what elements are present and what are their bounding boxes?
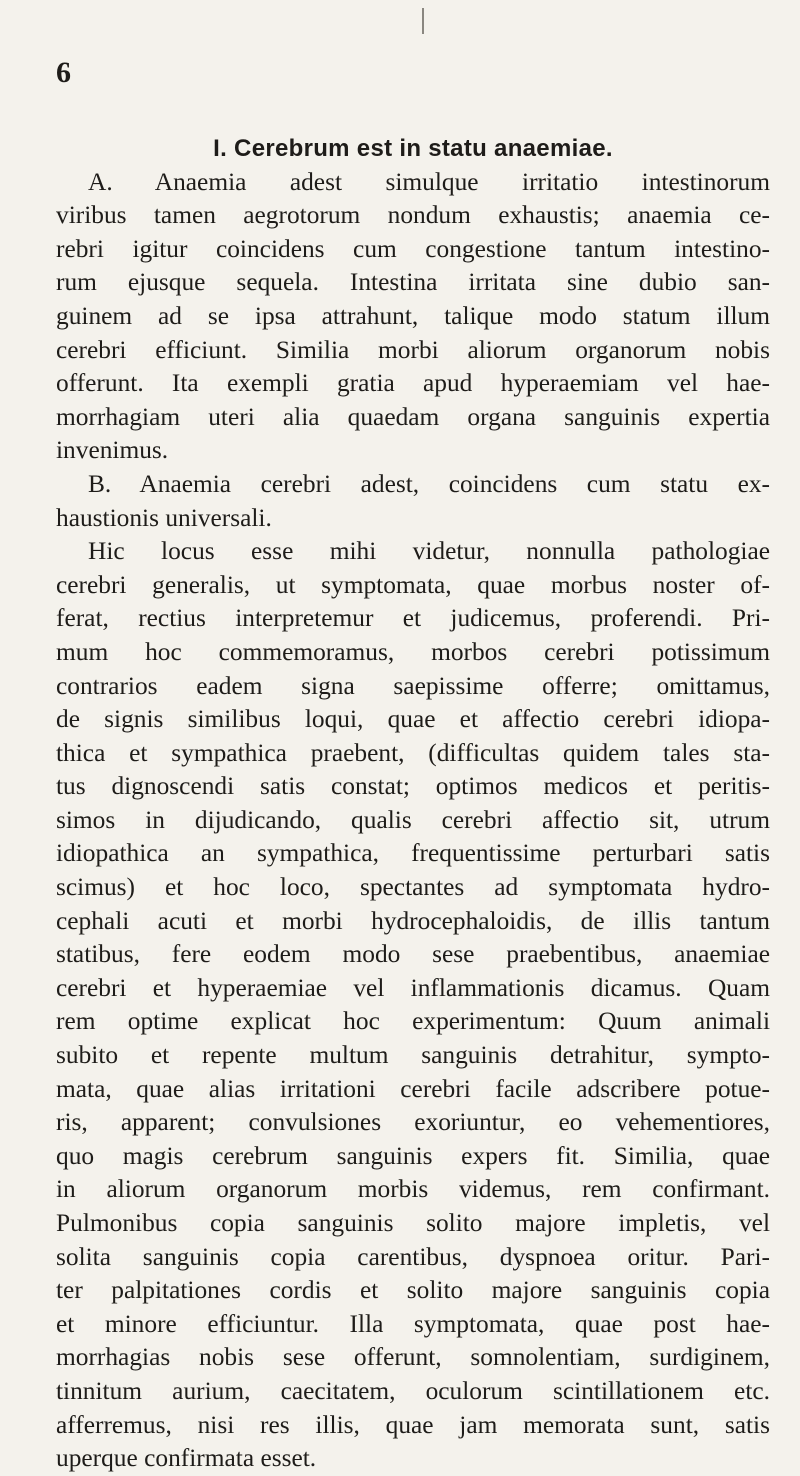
text-line: contrarios eadem signa saepissime offerre; omittamus, bbox=[56, 671, 770, 700]
text-line: haustionis universali. bbox=[56, 503, 272, 532]
text-line: mum hoc commemoramus, morbos cerebri potissimum bbox=[56, 637, 770, 666]
text-line: statibus, fere eodem modo sese praebentibus, anaemiae bbox=[56, 940, 770, 969]
text-line: A. Anaemia adest simulque irritatio intestinorum bbox=[88, 167, 770, 196]
text-line: viribus tamen aegrotorum nondum exhaustis; anaemia ce- bbox=[56, 201, 770, 230]
text-line: solita sanguinis copia carentibus, dyspnoea oritur. Pari- bbox=[56, 1242, 770, 1271]
text-line: morrhagias nobis sese offerunt, somnolentiam, surdiginem, bbox=[56, 1343, 770, 1372]
text-line: simos in dijudicando, qualis cerebri affectio sit, utrum bbox=[56, 805, 770, 834]
text-line: afferremus, nisi res illis, quae jam memorata sunt, satis bbox=[56, 1410, 770, 1439]
text-line: ferat, rectius interpretemur et judicemus, proferendi. Pri- bbox=[56, 604, 770, 633]
text-line: de signis similibus loqui, quae et affectio cerebri idiopa- bbox=[56, 705, 770, 734]
text-line: tus dignoscendi satis constat; optimos medicos et peritis- bbox=[56, 772, 770, 801]
body-text bbox=[56, 132, 770, 1476]
text-line: in aliorum organorum morbis videmus, rem confirmant. bbox=[56, 1175, 770, 1204]
text-line: subito et repente multum sanguinis detrahitur, sympto- bbox=[56, 1041, 770, 1070]
text-line: cerebri efficiunt. Similia morbi aliorum organorum nobis bbox=[56, 335, 770, 364]
text-line: tinnitum aurium, caecitatem, oculorum scintillationem etc. bbox=[56, 1376, 770, 1405]
text-line: cephali acuti et morbi hydrocephaloidis, de illis tantum bbox=[56, 906, 770, 935]
text-line: mata, quae alias irritationi cerebri facile adscribere potue- bbox=[56, 1074, 770, 1103]
text-line: thica et sympathica praebent, (difficultas quidem tales sta- bbox=[56, 738, 770, 767]
text-line: cerebri generalis, ut symptomata, quae morbus noster of- bbox=[56, 570, 770, 599]
text-line: rem optime explicat hoc experimentum: Quum animali bbox=[56, 1007, 770, 1036]
text-line: Pulmonibus copia sanguinis solito majore impletis, vel bbox=[56, 1209, 770, 1237]
text-line: ter palpitationes cordis et solito majore sanguinis copia bbox=[56, 1276, 770, 1305]
text-line: morrhagiam uteri alia quaedam organa sanguinis expertia bbox=[56, 402, 770, 431]
text-line: rebri igitur coincidens cum congestione tantum intestino- bbox=[56, 234, 770, 263]
text-line: uperque confirmata esset. bbox=[56, 1444, 317, 1473]
page-number: 6 bbox=[56, 56, 71, 89]
text-line: scimus) et hoc loco, spectantes ad symptomata hydro- bbox=[56, 873, 770, 902]
text-line: B. Anaemia cerebri adest, coincidens cum statu ex- bbox=[88, 469, 770, 498]
text-line: Hic locus esse mihi videtur, nonnulla pathologiae bbox=[88, 537, 770, 566]
text-line: cerebri et hyperaemiae vel inflammationis dicamus. Quam bbox=[56, 973, 770, 1002]
text-line: quo magis cerebrum sanguinis expers fit. Similia, quae bbox=[56, 1141, 770, 1170]
text-line: idiopathica an sympathica, frequentissime perturbari satis bbox=[56, 839, 770, 868]
text-line: rum ejusque sequela. Intestina irritata sine dubio san- bbox=[56, 268, 770, 297]
text-line: guinem ad se ipsa attrahunt, talique modo statum illum bbox=[56, 301, 770, 330]
text-line: ris, apparent; convulsiones exoriuntur, eo vehementiores, bbox=[56, 1108, 770, 1137]
text-line: et minore efficiuntur. Illa symptomata, quae post hae- bbox=[56, 1309, 770, 1338]
text-line: invenimus. bbox=[56, 436, 169, 465]
page-edge-mark bbox=[422, 8, 424, 34]
text-line: offerunt. Ita exempli gratia apud hyperaemiam vel hae- bbox=[56, 369, 770, 398]
section-heading: I. Cerebrum est in statu anaemiae. bbox=[213, 135, 613, 162]
